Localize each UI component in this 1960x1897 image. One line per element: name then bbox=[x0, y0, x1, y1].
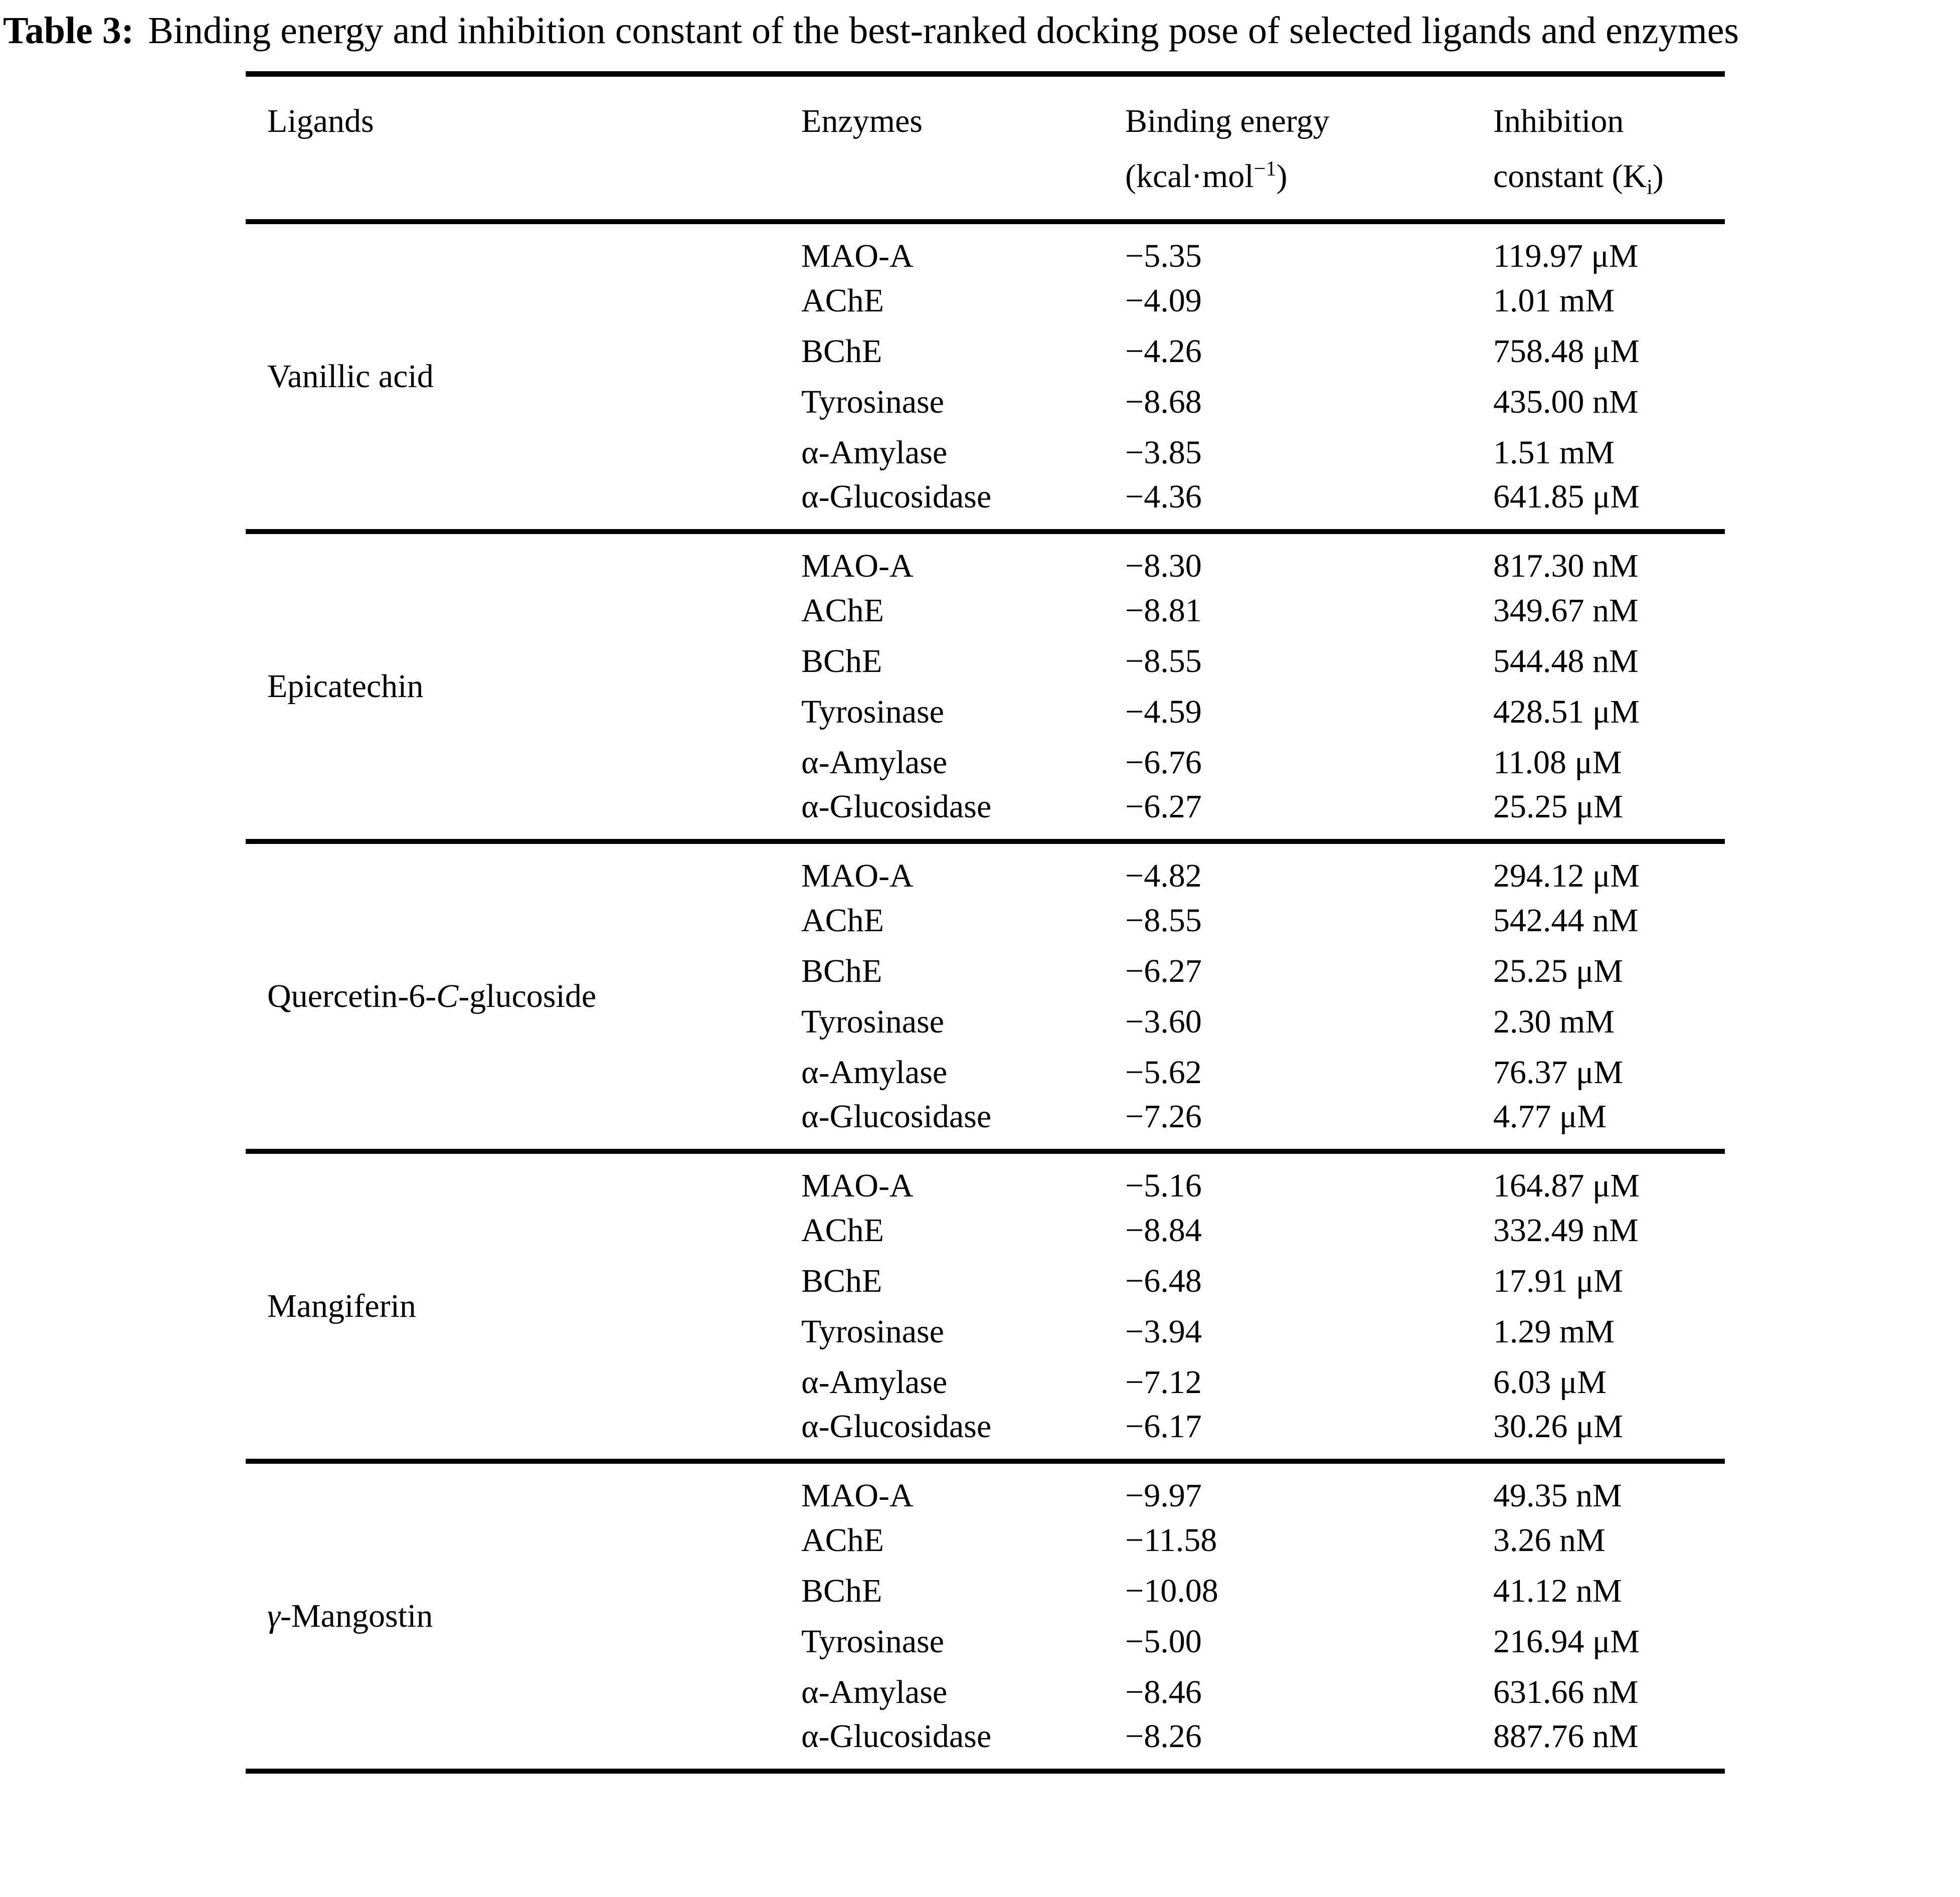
binding-energy-cell: −8.81 bbox=[1125, 592, 1202, 629]
binding-energy-cell: −4.36 bbox=[1125, 478, 1202, 515]
enzyme-cell: BChE bbox=[801, 1572, 882, 1609]
inhibition-constant-cell: 25.25 μM bbox=[1493, 788, 1624, 825]
inhibition-constant-cell: 17.91 μM bbox=[1493, 1262, 1624, 1299]
ligand-group bbox=[246, 841, 1725, 1151]
enzyme-cell: AChE bbox=[801, 592, 884, 629]
inhibition-constant-cell: 544.48 nM bbox=[1493, 642, 1639, 679]
inhibition-constant-cell: 119.97 μM bbox=[1493, 238, 1639, 274]
col-header-ligands: Ligands bbox=[246, 74, 801, 222]
enzyme-cell: α-Glucosidase bbox=[801, 1098, 992, 1135]
inhibition-constant-cell: 41.12 nM bbox=[1493, 1572, 1622, 1609]
inhibition-constant-cell: 76.37 μM bbox=[1493, 1054, 1624, 1091]
binding-energy-unit-pre: (kcal·mol bbox=[1125, 158, 1254, 195]
binding-energy-cell: −6.27 bbox=[1125, 952, 1202, 989]
inhibition-constant-cell: 641.85 μM bbox=[1493, 478, 1640, 515]
table-row bbox=[246, 532, 1725, 585]
binding-energy-cell: −10.08 bbox=[1125, 1572, 1218, 1609]
enzyme-cell: Tyrosinase bbox=[801, 693, 944, 730]
inhibition-constant-cell: 11.08 μM bbox=[1493, 744, 1622, 781]
col-header-enzymes: Enzymes bbox=[801, 74, 1125, 222]
enzyme-cell: AChE bbox=[801, 1212, 884, 1249]
inhibition-constant-cell: 631.66 nM bbox=[1493, 1673, 1639, 1710]
binding-energy-cell: −7.12 bbox=[1125, 1363, 1202, 1401]
table-row bbox=[246, 222, 1725, 275]
inhibition-constant-cell: 294.12 μM bbox=[1493, 857, 1640, 894]
enzyme-cell: α-Glucosidase bbox=[801, 1718, 992, 1755]
results-table bbox=[246, 71, 1725, 1774]
enzyme-cell: BChE bbox=[801, 642, 882, 679]
binding-energy-cell: −8.26 bbox=[1125, 1718, 1202, 1755]
enzyme-cell: α-Glucosidase bbox=[801, 478, 992, 515]
inhibition-constant-cell: 817.30 nM bbox=[1493, 548, 1639, 584]
ligand-cell bbox=[246, 841, 801, 1151]
table-row bbox=[246, 1461, 1725, 1515]
binding-energy-cell: −6.76 bbox=[1125, 744, 1202, 781]
inhibition-constant-cell: 758.48 μM bbox=[1493, 332, 1640, 370]
binding-energy-cell: −4.26 bbox=[1125, 332, 1202, 370]
enzyme-cell: MAO-A bbox=[801, 548, 914, 584]
binding-energy-cell: −8.55 bbox=[1125, 642, 1202, 679]
enzyme-cell: AChE bbox=[801, 902, 884, 939]
table-caption bbox=[0, 0, 1960, 55]
binding-energy-cell: −4.82 bbox=[1125, 857, 1202, 894]
inhibition-constant-cell: 4.77 μM bbox=[1493, 1098, 1607, 1135]
binding-energy-cell: −8.68 bbox=[1125, 383, 1202, 420]
inhibition-constant-cell: 1.29 mM bbox=[1493, 1313, 1615, 1350]
enzyme-cell: Tyrosinase bbox=[801, 1313, 944, 1350]
inhibition-constant-cell: 216.94 μM bbox=[1493, 1623, 1640, 1660]
ligand-name-part: γ bbox=[267, 1598, 281, 1634]
ligand-name-part: -Mangostin bbox=[280, 1598, 433, 1634]
binding-energy-cell: −9.97 bbox=[1125, 1477, 1202, 1514]
ligand-name-part: Vanillic acid bbox=[267, 358, 434, 395]
binding-energy-cell: −3.60 bbox=[1125, 1003, 1202, 1040]
enzyme-cell: α-Amylase bbox=[801, 1673, 948, 1710]
binding-energy-cell: −5.00 bbox=[1125, 1623, 1202, 1660]
col-header-binding-energy bbox=[1125, 74, 1493, 222]
table-caption-text: Binding energy and inhibition constant of the best-ranked docking pose of selected ligands and enzymes bbox=[148, 10, 1739, 52]
binding-energy-line1: Binding energy bbox=[1125, 103, 1330, 139]
inhibition-constant-cell: 3.26 nM bbox=[1493, 1521, 1606, 1559]
ligand-cell bbox=[246, 1461, 801, 1771]
binding-energy-unit-post: ) bbox=[1276, 158, 1288, 195]
inhibition-constant-cell: 164.87 μM bbox=[1493, 1167, 1640, 1204]
ligand-group bbox=[246, 1151, 1725, 1461]
binding-energy-cell: −5.62 bbox=[1125, 1054, 1202, 1091]
inhibition-line1: Inhibition bbox=[1493, 103, 1624, 139]
ligand-name-part: Epicatechin bbox=[267, 668, 424, 705]
inhibition-constant-cell: 428.51 μM bbox=[1493, 693, 1640, 730]
inhibition-constant-cell: 349.67 nM bbox=[1493, 592, 1639, 629]
inhibition-symbol-sub: i bbox=[1647, 176, 1653, 200]
enzyme-cell: α-Amylase bbox=[801, 434, 948, 471]
inhibition-constant-cell: 1.51 mM bbox=[1493, 434, 1615, 471]
enzyme-cell: Tyrosinase bbox=[801, 1003, 944, 1040]
inhibition-constant-cell: 887.76 nM bbox=[1493, 1718, 1639, 1755]
inhibition-constant-cell: 30.26 μM bbox=[1493, 1408, 1624, 1445]
ligand-cell bbox=[246, 1151, 801, 1461]
col-header-inhibition-constant bbox=[1493, 74, 1725, 222]
binding-energy-cell: −8.84 bbox=[1125, 1212, 1202, 1249]
ligand-name-part: Mangiferin bbox=[267, 1288, 416, 1324]
enzyme-cell: BChE bbox=[801, 952, 882, 989]
binding-energy-cell: −8.55 bbox=[1125, 902, 1202, 939]
inhibition-symbol-pre: constant (K bbox=[1493, 158, 1647, 195]
ligand-group bbox=[246, 1461, 1725, 1771]
inhibition-symbol-post: ) bbox=[1652, 158, 1664, 195]
inhibition-constant-cell: 25.25 μM bbox=[1493, 952, 1624, 989]
enzyme-cell: BChE bbox=[801, 332, 882, 370]
binding-energy-cell: −11.58 bbox=[1125, 1521, 1217, 1559]
table-row bbox=[246, 1151, 1725, 1205]
binding-energy-cell: −3.85 bbox=[1125, 434, 1202, 471]
header-row bbox=[246, 74, 1725, 222]
ligand-cell bbox=[246, 222, 801, 532]
enzyme-cell: MAO-A bbox=[801, 1477, 914, 1514]
ligand-cell bbox=[246, 532, 801, 841]
enzyme-cell: AChE bbox=[801, 1521, 884, 1559]
inhibition-constant-cell: 435.00 nM bbox=[1493, 383, 1639, 420]
enzyme-cell: MAO-A bbox=[801, 1167, 914, 1204]
binding-energy-cell: −7.26 bbox=[1125, 1098, 1202, 1135]
inhibition-constant-cell: 1.01 mM bbox=[1493, 282, 1615, 319]
ligand-group bbox=[246, 222, 1725, 532]
table-row bbox=[246, 841, 1725, 895]
binding-energy-cell: −4.59 bbox=[1125, 693, 1202, 730]
enzyme-cell: MAO-A bbox=[801, 238, 914, 274]
ligand-name-part: Quercetin-6- bbox=[267, 978, 437, 1014]
table-header bbox=[246, 74, 1725, 222]
binding-energy-cell: −6.17 bbox=[1125, 1408, 1202, 1445]
binding-energy-cell: −8.30 bbox=[1125, 548, 1202, 584]
binding-energy-cell: −8.46 bbox=[1125, 1673, 1202, 1710]
enzyme-cell: MAO-A bbox=[801, 857, 914, 894]
binding-energy-cell: −4.09 bbox=[1125, 282, 1202, 319]
enzyme-cell: α-Glucosidase bbox=[801, 788, 992, 825]
enzyme-cell: AChE bbox=[801, 282, 884, 319]
inhibition-constant-cell: 332.49 nM bbox=[1493, 1212, 1639, 1249]
binding-energy-cell: −6.48 bbox=[1125, 1262, 1202, 1299]
binding-energy-cell: −3.94 bbox=[1125, 1313, 1202, 1350]
binding-energy-cell: −6.27 bbox=[1125, 788, 1202, 825]
ligand-group bbox=[246, 532, 1725, 841]
binding-energy-cell: −5.16 bbox=[1125, 1167, 1202, 1204]
binding-energy-exponent: −1 bbox=[1254, 157, 1277, 181]
binding-energy-cell: −5.35 bbox=[1125, 238, 1202, 274]
enzyme-cell: Tyrosinase bbox=[801, 383, 944, 420]
inhibition-constant-cell: 2.30 mM bbox=[1493, 1003, 1615, 1040]
enzyme-cell: BChE bbox=[801, 1262, 882, 1299]
enzyme-cell: Tyrosinase bbox=[801, 1623, 944, 1660]
enzyme-cell: α-Amylase bbox=[801, 744, 948, 781]
inhibition-constant-cell: 542.44 nM bbox=[1493, 902, 1639, 939]
enzyme-cell: α-Glucosidase bbox=[801, 1408, 992, 1445]
enzyme-cell: α-Amylase bbox=[801, 1054, 948, 1091]
enzyme-cell: α-Amylase bbox=[801, 1363, 948, 1401]
ligand-name-part: C bbox=[436, 978, 459, 1014]
table-caption-label: Table 3: bbox=[3, 10, 134, 52]
inhibition-constant-cell: 49.35 nM bbox=[1493, 1477, 1622, 1514]
ligand-name-part: -glucoside bbox=[458, 978, 597, 1014]
inhibition-constant-cell: 6.03 μM bbox=[1493, 1363, 1607, 1401]
